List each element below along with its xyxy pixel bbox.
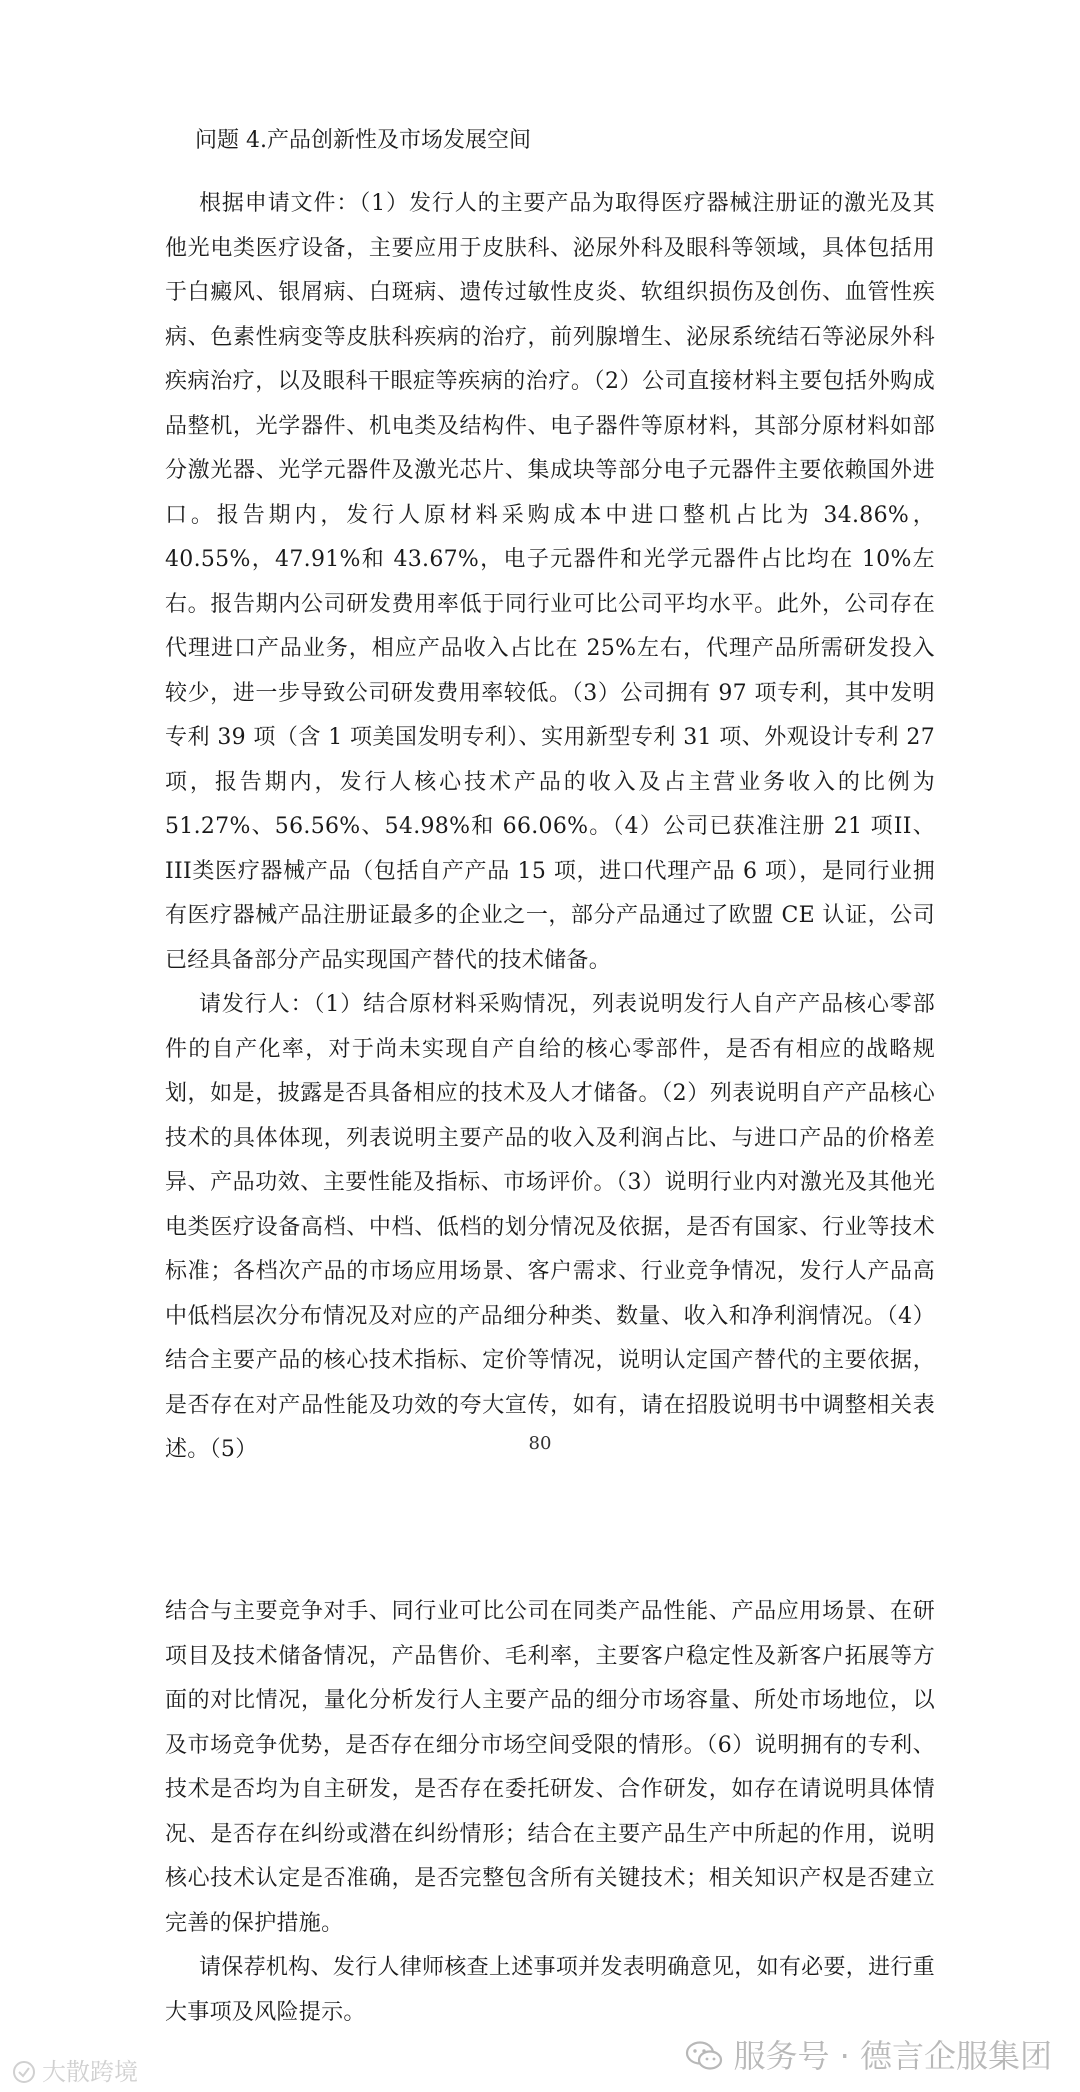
- watermark-right: [685, 2036, 1052, 2076]
- watermark-right-text: 服务号 · 德言企服集团: [733, 2037, 1052, 2075]
- wechat-icon: [685, 2040, 723, 2072]
- watermark-left-text: 大散跨境: [42, 2058, 138, 2086]
- page-number: 80: [528, 1433, 552, 1454]
- request-paragraph: 请发行人：（1）结合原材料采购情况，列表说明发行人自产产品核心零部件的自产化率，对于尚未实现自产自给的核心零部件，是否有相应的战略规划，如是，披露是否具备相应的技术及人才储备。（2）列表说明自产产品核心技术的具体体现，列表说明主要产品的收入及利润占比、与进口产品的价格差异、产品功效、主要性能及指标、市场评价。（3）说明行业内对激光及其他光电类医疗设备高档、中档、低档的划分情况及依据，是否有国家、行业等技术标准；各档次产品的市场应用场景、客户需求、行业竞争情况，发行人产品高中低档层次分布情况及对应的产品细分种类、数量、收入和净利润情况。（4）结合主要产品的核心技术指标、定价等情况，说明认定国产替代的主要依据，是否存在对产品性能及功效的夸大宣传，如有，请在招股说明书中调整相关表述。（5）: [165, 992, 935, 1462]
- background-paragraph: 根据申请文件：（1）发行人的主要产品为取得医疗器械注册证的激光及其他光电类医疗设备，主要应用于皮肤科、泌尿外科及眼科等领域，具体包括用于白癜风、银屑病、白斑病、遗传过敏性皮炎、软组织损伤及创伤、血管性疾病、色素性病变等皮肤科疾病的治疗，前列腺增生、泌尿系统结石等泌尿外科疾病治疗，以及眼科干眼症等疾病的治疗。（2）公司直接材料主要包括外购成品整机，光学器件、机电类及结构件、电子器件等原材料，其部分原材料如部分激光器、光学元器件及激光芯片、集成块等部分电子元器件主要依赖国外进口。报告期内，发行人原材料采购成本中进口整机占比为 34.86%，40.55%，47.91%和 43.67%，电子元器件和光学元器件占比均在 10%左右。报告期内公司研发费用率低于同行业可比公司平均水平。此外，公司存在代理进口产品业务，相应产品收入占比在 25%左右，代理产品所需研发投入较少，进一步导致公司研发费用率较低。（3）公司拥有 97 项专利，其中发明专利 39 项（含 1 项美国发明专利）、实用新型专利 31 项、外观设计专利 27 项，报告期内，发行人核心技术产品的收入及占主营业务收入的比例为 51.27%、56.56%、54.98%和 66.06%。（4）公司已获准注册 21 项II、III类医疗器械产品（包括自产产品 15 项，进口代理产品 6 项），是同行业拥有医疗器械产品注册证最多的企业之一，部分产品通过了欧盟 CE 认证，公司已经具备部分产品实现国产替代的技术储备。: [165, 191, 935, 973]
- watermark-left: [12, 2058, 138, 2086]
- verification-paragraph: 请保荐机构、发行人律师核查上述事项并发表明确意见，如有必要，进行重大事项及风险提示。: [165, 1955, 935, 2025]
- question-heading: 问题 4.产品创新性及市场发展空间: [195, 128, 531, 153]
- continuation-paragraph: 结合与主要竞争对手、同行业可比公司在同类产品性能、产品应用场景、在研项目及技术储备情况，产品售价、毛利率，主要客户稳定性及新客户拓展等方面的对比情况，量化分析发行人主要产品的细分市场容量、所处市场地位，以及市场竞争优势，是否存在细分市场空间受限的情形。（6）说明拥有的专利、技术是否均为自主研发，是否存在委托研发、合作研发，如存在请说明具体情况、是否存在纠纷或潜在纠纷情形；结合在主要产品生产中所起的作用，说明核心技术认定是否准确，是否完整包含所有关键技术；相关知识产权是否建立完善的保护措施。: [165, 1599, 935, 1936]
- brand-logo-icon: [12, 2060, 36, 2084]
